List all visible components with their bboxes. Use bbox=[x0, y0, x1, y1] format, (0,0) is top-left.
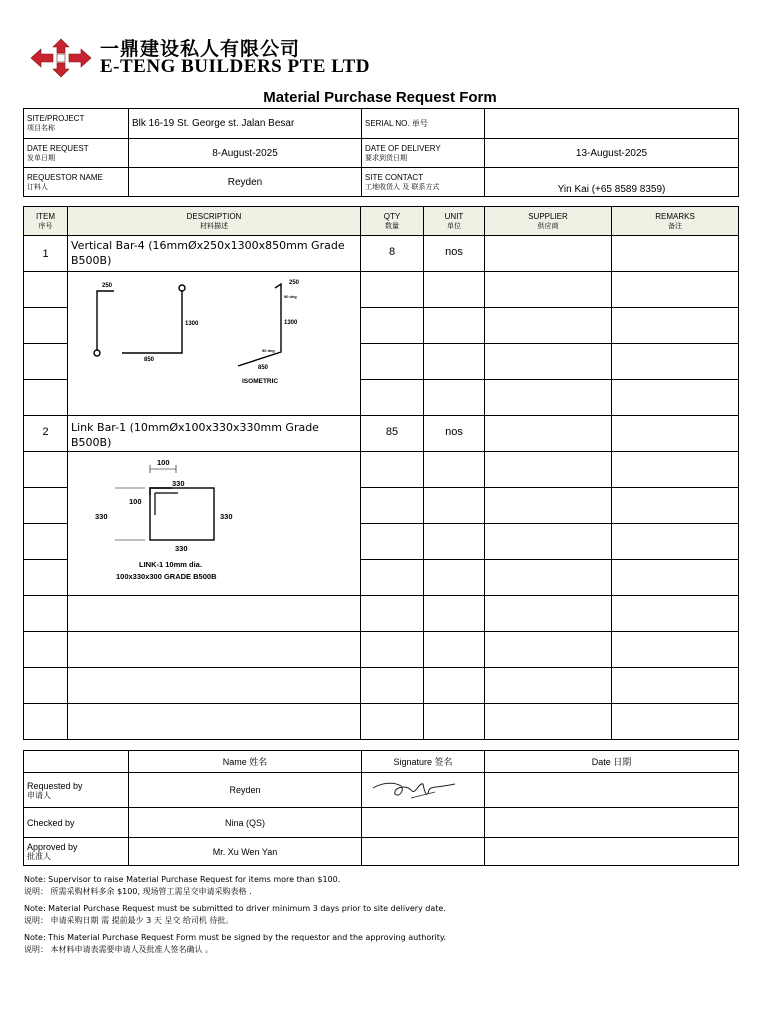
signoff-header-row bbox=[24, 751, 739, 773]
approved-by-label: Approved by 批准人 bbox=[24, 838, 129, 866]
approved-by-date[interactable] bbox=[485, 838, 739, 866]
note-3-zh: 说明： 本材料申请表需要申请人及批准人签名确认 。 bbox=[24, 945, 214, 954]
iso-850: 850 bbox=[258, 365, 269, 371]
checked-by-date[interactable] bbox=[485, 808, 739, 838]
iso-90deg-top: 90 deg bbox=[284, 294, 297, 299]
isometric-label: ISOMETRIC bbox=[242, 378, 279, 385]
signature-header: Signature 签名 bbox=[362, 751, 485, 773]
item-number: 1 bbox=[24, 236, 68, 272]
dim-250: 250 bbox=[102, 283, 113, 289]
site-contact-label: SITE CONTACT 工地收货人 及 联系方式 bbox=[362, 168, 485, 197]
item-remarks[interactable] bbox=[612, 236, 739, 272]
site-project-label: SITE/PROJECT 项目名称 bbox=[24, 109, 129, 139]
table-row bbox=[24, 704, 739, 740]
col-supplier-header: SUPPLIER 供应商 bbox=[485, 207, 612, 236]
company-name-zh: 一鼎建设私人有限公司 bbox=[100, 38, 301, 60]
requestor-value: Reyden bbox=[129, 168, 362, 197]
table-row bbox=[24, 236, 739, 272]
item-supplier[interactable] bbox=[485, 236, 612, 272]
signoff-row-requested bbox=[24, 773, 739, 808]
requested-by-name: Reyden bbox=[129, 773, 362, 808]
dim-1300: 1300 bbox=[185, 321, 199, 327]
checked-by-name: Nina (QS) bbox=[129, 808, 362, 838]
serial-value bbox=[485, 109, 739, 139]
approved-by-signature[interactable] bbox=[362, 838, 485, 866]
col-unit-header: UNIT 单位 bbox=[424, 207, 485, 236]
notes-section bbox=[24, 874, 446, 956]
signoff-row-approved bbox=[24, 838, 739, 866]
date-header: Date 日期 bbox=[485, 751, 739, 773]
col-description-header: DESCRIPTION 材料描述 bbox=[68, 207, 361, 236]
item-remarks[interactable] bbox=[612, 416, 739, 452]
requestor-label: REQUESTOR NAME 订料人 bbox=[24, 168, 129, 197]
dim-100-left: 100 bbox=[129, 497, 142, 506]
table-row bbox=[24, 416, 739, 452]
table-row bbox=[24, 596, 739, 632]
item-qty: 85 bbox=[361, 416, 424, 452]
dim-330-right: 330 bbox=[220, 512, 233, 521]
vertical-bar-drawing bbox=[70, 274, 355, 386]
handwritten-signature bbox=[365, 774, 475, 804]
requested-by-date[interactable] bbox=[485, 773, 739, 808]
company-name-en: E-TENG BUILDERS PTE LTD bbox=[100, 56, 371, 77]
dim-330-left: 330 bbox=[95, 512, 108, 521]
dim-100-top: 100 bbox=[157, 458, 170, 467]
serial-label: SERIAL NO. 单号 bbox=[362, 109, 485, 139]
dim-330-bottom: 330 bbox=[175, 544, 188, 553]
iso-250: 250 bbox=[289, 280, 300, 286]
item-qty: 8 bbox=[361, 236, 424, 272]
col-item-header: ITEM 序号 bbox=[24, 207, 68, 236]
approved-by-name: Mr. Xu Wen Yan bbox=[129, 838, 362, 866]
signoff-table bbox=[23, 750, 739, 866]
note-1-en: Note: Supervisor to raise Material Purchase Request for items more than $100. bbox=[24, 875, 341, 884]
item-supplier[interactable] bbox=[485, 416, 612, 452]
requested-by-signature[interactable] bbox=[362, 773, 485, 808]
date-request-label: DATE REQUEST 发单日期 bbox=[24, 139, 129, 168]
requested-by-label: Requested by 申请人 bbox=[24, 773, 129, 808]
iso-90deg-bottom: 90 deg bbox=[262, 348, 275, 353]
item-unit: nos bbox=[424, 416, 485, 452]
site-contact-value: Yin Kai (+65 8589 8359) bbox=[485, 168, 739, 197]
note-3-en: Note: This Material Purchase Request Form must be signed by the requestor and the approving authority. bbox=[24, 933, 447, 942]
col-qty-header: QTY 数量 bbox=[361, 207, 424, 236]
date-delivery-label: DATE OF DELIVERY 要求到货日期 bbox=[362, 139, 485, 168]
iso-1300: 1300 bbox=[284, 320, 298, 326]
note-2-en: Note: Material Purchase Request must be submitted to driver minimum 3 days prior to site delivery date. bbox=[24, 904, 446, 913]
link-caption-2: 100x330x300 GRADE B500B bbox=[116, 572, 217, 581]
dim-850: 850 bbox=[144, 357, 155, 363]
date-request-value: 8-August-2025 bbox=[129, 139, 362, 168]
item-description: Link Bar-1 (10mmØx100x330x330mm Grade B500B) bbox=[68, 416, 361, 452]
col-remarks-header: REMARKS 备注 bbox=[612, 207, 739, 236]
note-1-zh: 说明： 所需采购材料多余 $100, 现场管工需呈交申请采购表格 . bbox=[24, 887, 252, 896]
link-caption-1: LINK-1 10mm dia. bbox=[139, 560, 202, 569]
item-unit: nos bbox=[424, 236, 485, 272]
item-description: Vertical Bar-4 (16mmØx250x1300x850mm Grade B500B) bbox=[68, 236, 361, 272]
name-header: Name 姓名 bbox=[129, 751, 362, 773]
header-info-table bbox=[23, 108, 739, 197]
link-bar-drawing bbox=[90, 455, 280, 585]
dim-330-top: 330 bbox=[172, 479, 185, 488]
site-project-value: Blk 16-19 St. George st. Jalan Besar bbox=[129, 109, 362, 139]
items-header-row bbox=[24, 207, 739, 236]
checked-by-signature[interactable] bbox=[362, 808, 485, 838]
note-2-zh: 说明： 申请采购日期 需 提前最少 3 天 呈交 给司机 待批。 bbox=[24, 916, 234, 925]
form-title: Material Purchase Request Form bbox=[263, 89, 497, 106]
signoff-row-checked bbox=[24, 808, 739, 838]
item-number: 2 bbox=[24, 416, 68, 452]
table-row bbox=[24, 668, 739, 704]
date-delivery-value: 13-August-2025 bbox=[485, 139, 739, 168]
table-row bbox=[24, 632, 739, 668]
checked-by-label: Checked by bbox=[24, 808, 129, 838]
company-logo-icon bbox=[30, 38, 92, 78]
